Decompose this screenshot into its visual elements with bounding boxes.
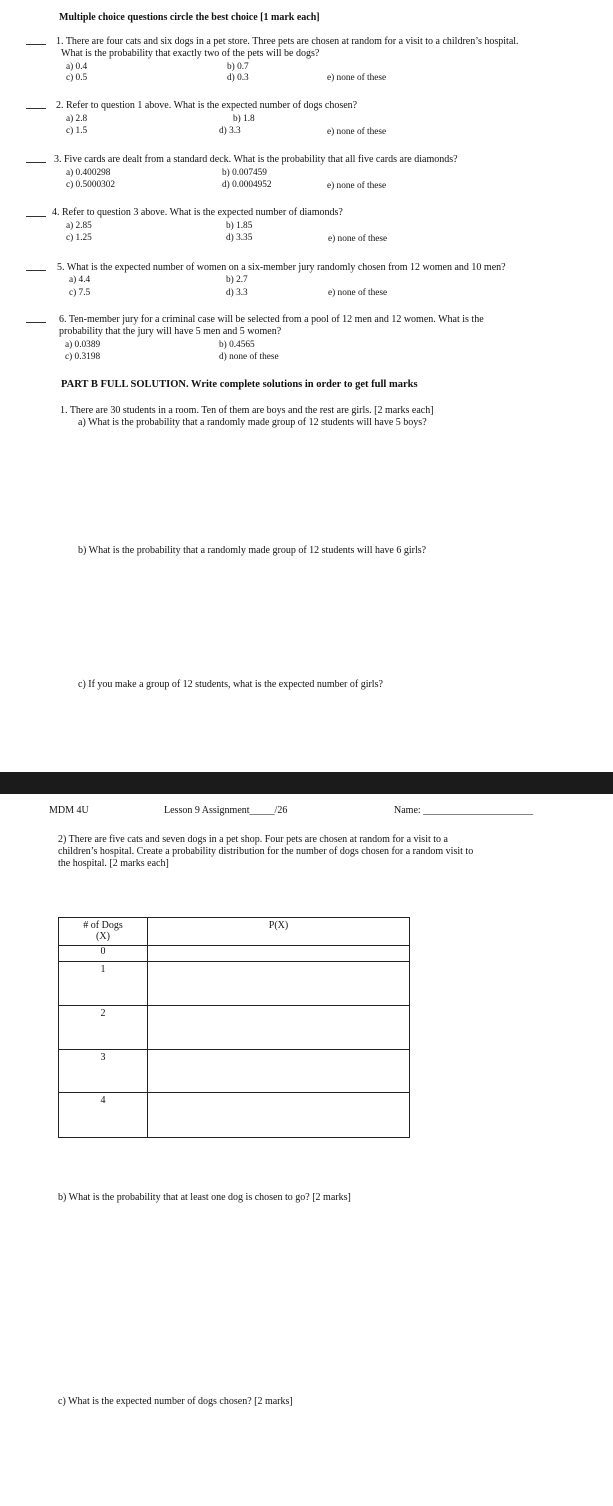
q3-option-e[interactable]: e) none of these bbox=[327, 181, 387, 191]
table-row bbox=[59, 1006, 410, 1050]
probability-distribution-table bbox=[58, 917, 410, 1138]
answer-blank-q3[interactable] bbox=[26, 162, 46, 163]
q2b-text: b) What is the probability that at least one dog is chosen to go? [2 marks] bbox=[58, 1192, 351, 1203]
q5-option-a[interactable]: a) 4.4 bbox=[69, 275, 91, 285]
q6-text-line1: 6. Ten-member jury for a criminal case will be selected from a pool of 12 men and 12 women. What is the bbox=[59, 314, 484, 325]
p-cell-2[interactable] bbox=[148, 1006, 410, 1050]
q1-option-a[interactable]: a) 0.4 bbox=[66, 62, 88, 72]
answer-blank-q1[interactable] bbox=[26, 44, 46, 45]
q2-option-b[interactable]: b) 1.8 bbox=[233, 114, 255, 124]
x-value-0: 0 bbox=[59, 946, 148, 962]
x-value-2: 2 bbox=[59, 1006, 148, 1050]
q3-option-b[interactable]: b) 0.007459 bbox=[222, 168, 267, 178]
q6-option-b[interactable]: b) 0.4565 bbox=[219, 340, 255, 350]
page-divider bbox=[0, 772, 613, 794]
course-code: MDM 4U bbox=[49, 805, 89, 816]
q2-text-line1: 2. Refer to question 1 above. What is the expected number of dogs chosen? bbox=[56, 100, 358, 111]
x-value-3: 3 bbox=[59, 1050, 148, 1093]
q2-option-a[interactable]: a) 2.8 bbox=[66, 114, 88, 124]
q3-option-d[interactable]: d) 0.0004952 bbox=[222, 180, 272, 190]
q1-text-line1: 1. There are four cats and six dogs in a pet store. Three pets are chosen at random for a visit to a children’s hospital. bbox=[56, 36, 519, 47]
q1-option-e[interactable]: e) none of these bbox=[327, 73, 387, 83]
q2-line2: children’s hospital. Create a probability distribution for the number of dogs chosen for a random visit to bbox=[58, 846, 474, 857]
q3-option-c[interactable]: c) 0.5000302 bbox=[66, 180, 116, 190]
part-b-q1c: c) If you make a group of 12 students, what is the expected number of girls? bbox=[78, 679, 383, 690]
answer-blank-q2[interactable] bbox=[26, 108, 46, 109]
q1-option-c[interactable]: c) 0.5 bbox=[66, 73, 88, 83]
part-b-q1a: a) What is the probability that a randomly made group of 12 students will have 5 boys? bbox=[78, 417, 427, 428]
q4-option-b[interactable]: b) 1.85 bbox=[226, 221, 253, 231]
header-p-cell bbox=[148, 918, 410, 946]
q1-option-d[interactable]: d) 0.3 bbox=[227, 73, 249, 83]
p-cell-0[interactable] bbox=[148, 946, 410, 962]
q2-option-e[interactable]: e) none of these bbox=[327, 127, 387, 137]
x-value-1: 1 bbox=[59, 962, 148, 1006]
answer-blank-q4[interactable] bbox=[26, 216, 46, 217]
q4-option-a[interactable]: a) 2.85 bbox=[66, 221, 92, 231]
q3-text-line1: 3. Five cards are dealt from a standard deck. What is the probability that all five cards are diamonds? bbox=[54, 154, 458, 165]
q5-option-d[interactable]: d) 3.3 bbox=[226, 288, 248, 298]
answer-blank-q6[interactable] bbox=[26, 322, 46, 323]
q4-text-line1: 4. Refer to question 3 above. What is the expected number of diamonds? bbox=[52, 207, 343, 218]
table-row bbox=[59, 946, 410, 962]
q1-text-line2: What is the probability that exactly two of the pets will be dogs? bbox=[61, 48, 320, 59]
part-b-heading: PART B FULL SOLUTION. Write complete solutions in order to get full marks bbox=[61, 379, 418, 390]
table-row bbox=[59, 1050, 410, 1093]
p-cell-1[interactable] bbox=[148, 962, 410, 1006]
table-row bbox=[59, 962, 410, 1006]
q4-option-e[interactable]: e) none of these bbox=[328, 234, 388, 244]
table-header-row bbox=[59, 918, 410, 946]
q2-line3: the hospital. [2 marks each] bbox=[58, 858, 169, 869]
part-a-heading: Multiple choice questions circle the best choice [1 mark each] bbox=[59, 12, 320, 23]
header-p-label: P(X) bbox=[268, 920, 289, 931]
part-b-q1-intro: 1. There are 30 students in a room. Ten of them are boys and the rest are girls. [2 marks each] bbox=[60, 405, 434, 416]
q4-option-d[interactable]: d) 3.35 bbox=[226, 233, 253, 243]
p-cell-4[interactable] bbox=[148, 1093, 410, 1138]
page-two bbox=[0, 794, 613, 1506]
table-row bbox=[59, 1093, 410, 1138]
answer-blank-q5[interactable] bbox=[26, 270, 46, 271]
q3-option-a[interactable]: a) 0.400298 bbox=[66, 168, 111, 178]
part-b-q1b: b) What is the probability that a randomly made group of 12 students will have 6 girls? bbox=[78, 545, 427, 556]
q6-option-c[interactable]: c) 0.3198 bbox=[65, 352, 101, 362]
q6-text-line2: probability that the jury will have 5 men and 5 women? bbox=[59, 326, 282, 337]
q5-option-e[interactable]: e) none of these bbox=[328, 288, 388, 298]
q5-option-b[interactable]: b) 2.7 bbox=[226, 275, 248, 285]
q5-text-line1: 5. What is the expected number of women on a six-member jury randomly chosen from 12 women and 10 men? bbox=[57, 262, 506, 273]
q2-option-c[interactable]: c) 1.5 bbox=[66, 126, 88, 136]
assignment-title: Lesson 9 Assignment_____/26 bbox=[164, 805, 288, 816]
header-x-cell bbox=[59, 918, 148, 946]
header-x-line1: # of Dogs bbox=[83, 920, 123, 931]
name-field[interactable]: Name: ______________________ bbox=[394, 805, 534, 816]
q6-option-a[interactable]: a) 0.0389 bbox=[65, 340, 101, 350]
header-x-line2: (X) bbox=[96, 931, 110, 942]
x-value-4: 4 bbox=[59, 1093, 148, 1138]
p-cell-3[interactable] bbox=[148, 1050, 410, 1093]
q5-option-c[interactable]: c) 7.5 bbox=[69, 288, 91, 298]
q4-option-c[interactable]: c) 1.25 bbox=[66, 233, 92, 243]
q1-option-b[interactable]: b) 0.7 bbox=[227, 62, 249, 72]
q6-option-d[interactable]: d) none of these bbox=[219, 352, 279, 362]
q2c-text: c) What is the expected number of dogs chosen? [2 marks] bbox=[58, 1396, 293, 1407]
q2-line1: 2) There are five cats and seven dogs in a pet shop. Four pets are chosen at random for a visit to a bbox=[58, 834, 448, 845]
q2-option-d[interactable]: d) 3.3 bbox=[219, 126, 241, 136]
